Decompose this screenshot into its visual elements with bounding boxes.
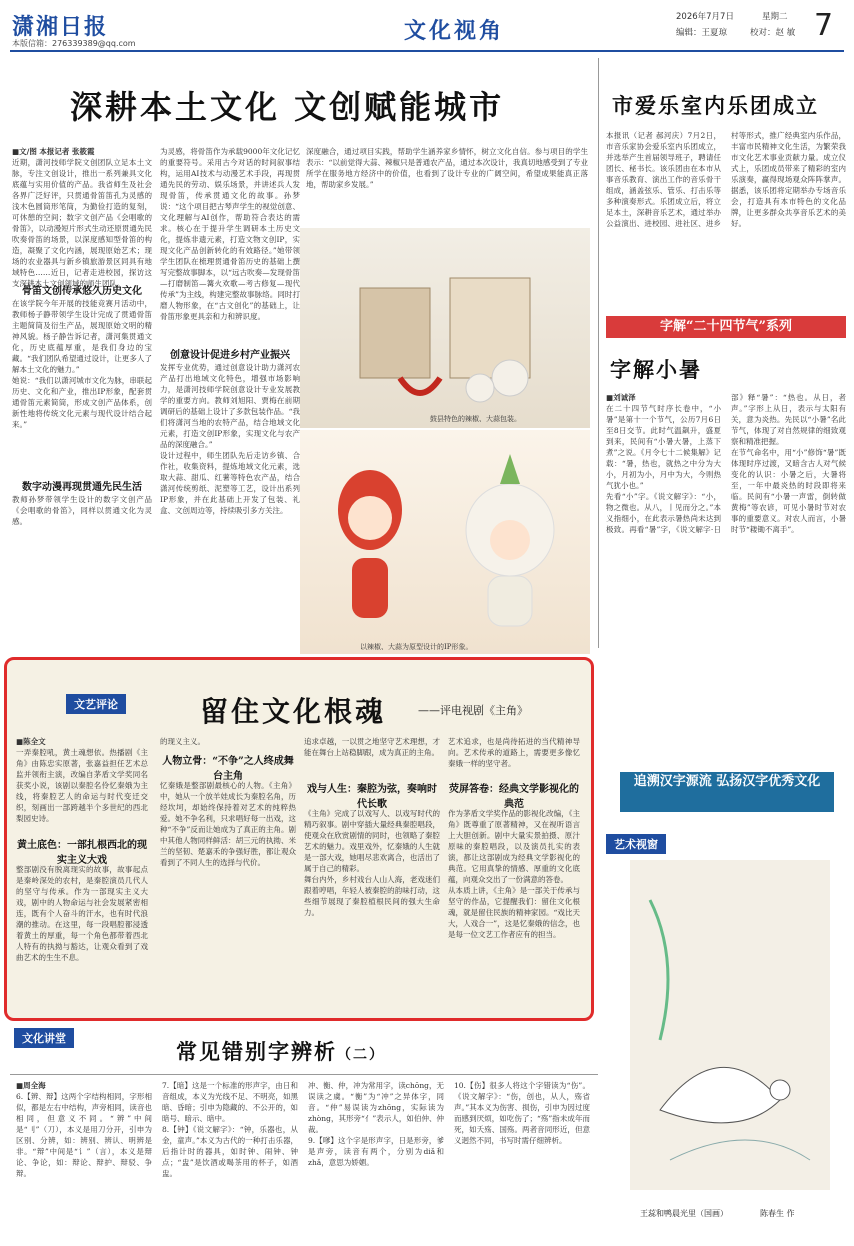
- main-body-col3: 深度融合，通过项目实践，帮助学生涵养家乡情怀，树立文化自信。参与项目的学生表示：“以前觉得大蒜、辣椒只是普通农产品，通过本次设计，我真切地感受到了专业所学在服务地方经济中的价值，也看到了设计专业的广阔空间，希望成果能真正落地，帮助家乡发展。”: [306, 147, 588, 189]
- review-subhead-2: 人物立骨：“不争”之人终成舞台主角: [162, 756, 294, 782]
- errors-col1: ■周全海 6.【辨、辩】这两个字结构相同，字形相似，都是左右中结构，声旁相同，读音也相同，但意义不同。“辨”中间是“刂”（刀），本义是用刀分开，引申为区别、分辨，如：辨别、辨认、明辨是非。“辩”中间是“讠”（言），本义是辩论、争论，如：辩论、辩护、辩驳、争辩。: [16, 1081, 152, 1178]
- errors-headline: 常见错别字辨析（二）: [176, 1039, 385, 1064]
- main-byline: ■文/图 本报记者 张筱霞: [12, 147, 95, 156]
- review-subhead-1: 黄土底色：一部扎根西北的现实主义大戏: [17, 840, 147, 866]
- main-subhead-3: 创意设计促进乡村产业振兴: [170, 350, 290, 361]
- packaging-illustration: [300, 228, 590, 428]
- packaging-photo: [300, 228, 590, 428]
- weekday: 星期二: [762, 12, 788, 22]
- date: 2026年7月7日: [676, 12, 734, 22]
- review-tag: 文艺评论: [66, 694, 126, 714]
- errors-col4: 10.【伤】很多人将这个字错读为“伤”。《说文解字》：“伤，创也，从人，殇省声。”其本义为伤害、损伤，引申为因过度而感到厌烦，如吃伤了；“殇”指未成年而死，如夭殇、国殇。两者音同形近，但意义迥然不同，书写时需仔细辨析。: [454, 1081, 590, 1145]
- geese-painting-illustration: [630, 860, 830, 1190]
- review-subhead-3: 戏与人生：秦腔为弦，奏响时代长歌: [307, 784, 437, 810]
- review-col3b: 《主角》完成了以戏写人、以戏写时代的精巧叙事。剧中穿插大量经典秦腔唱段，使观众在欣赏剧情的同时，也领略了秦腔艺术的魅力。戏里戏外，忆秦娥的人生就是一部大戏，她唱尽悲欢离合，也活出了属于自己的精彩。 舞台内外，乡村戏台人山人海，老戏迷们跟着哼唱，年轻人被秦腔的韵味打动，这些细节展现了秦腔植根民间的强大生命力。: [304, 809, 440, 917]
- review-col1: ■陈全文 一弄秦腔吼，黄土魂想依。热播剧《主角》由陈忠实原著，张嘉益担任艺术总监并领衔主演，改编自茅盾文学奖同名获奖小说，该剧以秦腔名伶忆秦娥为主线，将秦腔艺人的命运与时代变迁交织，刻画出一部跨越半个多世纪的西北梨园史诗。: [16, 737, 148, 823]
- art-author: 陈春生 作: [760, 1209, 795, 1218]
- review-subhead-4: 荧屏答卷：经典文学影视化的典范: [449, 784, 579, 810]
- ip-figures-photo: [300, 430, 590, 654]
- review-col3: 追求卓越，一以贯之地坚守艺术理想，才能在舞台上站稳脚跟，成为真正的主角。: [304, 737, 440, 757]
- errors-col2: 7.【暗】这是一个标准的形声字，由日和音组成，本义为光线不足、不明亮，如黑暗、昏暗；引申为隐藏的、不公开的，如暗号、暗示、暗中。 8.【钟】《说文解字》：“钟，乐器也，从金，童声。”本义为古代的一种打击乐器，后指计时的器具，如时钟、闹钟、钟点；“盅”是饮酒或喝茶用的杯子，如酒盅。: [162, 1081, 298, 1178]
- main-body-col2b: 发挥专业优势，通过创意设计助力潇河农产品打出地域文化特色，增强市场影响力，是潇河技师学院创意设计专业发展教学的重要方向。教师刘旭阳、贾梅在前期调研后的基础上设计了多款包装作品。“我们将潇河当地的农特产品，结合地域文化元素，打造文创IP形象，实现文化与农产品的深度融合。” 设计过程中，师生团队先后走访乡镇、合作社，收集资料，提炼地域文化元素，选取大蒜、甜瓜、红薯等特色农产品，结合潇河传统剪纸、泥塑等工艺，设计出系列IP形象，并在此基础上开发了包装、礼盒、文创周边等，持续吸引多方关注。: [160, 363, 300, 515]
- word-byline: ■刘诚泽: [606, 393, 636, 402]
- ip-figures-illustration: [300, 430, 590, 654]
- header-rule: [10, 50, 844, 52]
- errors-col3: 冲、衡、仲，冲为常用字，读chōng，无误读之虞。“衡”为“冲”之异体字，同音。“仲”易误读为zhōng，实际读为zhòng，其形旁“亻”表示人，如伯仲、仲裁。 9.【嗲】这个字是形声字，日是形旁，爹是声旁，读音有两个，分别为diǎ和zhǎ，意思为娇媚。: [308, 1081, 444, 1167]
- ip-figures-caption: 以辣椒、大蒜为原型设计的IP形象。: [360, 643, 473, 651]
- art-window-tag: 艺术视窗: [606, 834, 666, 854]
- editor: 编辑：王夏琼: [676, 28, 728, 38]
- main-body-col1: ■文/图 本报记者 张筱霞 近期，潇河技师学院文创团队立足本土文脉，专注文创设计，推出一系列兼具文化底蕴与实用价值的产品。我省师生及社会各界广泛好评，只贯通骨笛笛孔为灵感的浅木色圆筒形笔筒，为勤俭打造的复刻，可休憩的空间；数字文创产品《会唱歌的骨笛》，以动漫短片形式生动还原贯通先民吹奏骨笛的场景，以深度感知型骨笛的构造，凝聚了文化内涵，展现原始艺术；现场的农业器具与新乡镇旅游景区同具有地域特色……近日，记者走进校园，探访这支深耕本土文创领域的师生团队。: [12, 147, 152, 288]
- mailbox: 本版信箱：276339389@qq.com: [12, 39, 136, 48]
- errors-rule: [10, 1074, 598, 1075]
- word-headline: 字解小暑: [610, 357, 702, 382]
- page-header: [0, 0, 854, 52]
- review-col4: 艺术追求，也是尚待拓进的当代精神导向。艺术传承的道路上，需要更多像忆秦娥一样的坚守者。: [448, 737, 580, 768]
- main-body-col1b: 在该学院今年开展的技能竞赛月活动中，教师杨子静带领学生设计完成了贯通骨笛主题简筒及衍生产品，展现原始文明的精神风貌。杨子静告诉记者，潇河集贯通文化，历史底蕴厚重，是我们身边的宝藏。“我们团队希望通过设计，让更多人了解本土文化的魅力。” 她说：“我们以潇河城市文化为脉，串联起历史、文化和产业，推出IP形象，配套贯通骨笛元素简筒，形成文创产品体系，创新性地将传统文化元素与现代设计结合起来。”: [12, 299, 152, 429]
- review-col4b: 作为茅盾文学奖作品的影视化改编，《主角》既尊重了原著精神，又在视听语言上大胆创新。剧中大量实景拍摄、原汁原味的秦腔唱段，以及演员扎实的表演，都让这部剧成为经典文学影视化的典范。它用真挚的情感、厚重的文化底蕴，向观众交出了一份满意的答卷。 从本质上讲，《主角》是一部关于传承与坚守的作品，它提醒我们：留住文化根魂，就是留住民族的精神家园。“戏比天大，人戏合一”，这是忆秦娥的信念，也是每一位文艺工作者应有的担当。: [448, 809, 580, 939]
- main-body-col2: 为灵感，将骨笛作为承载9000年文化记忆的重要符号。采用古今对话的时间叙事结构，运用AI技术与动漫艺术手段，再现贯通先民的劳动、娱乐场景，并讲述兵人发现骨笛，传承贯通文化的故事。孙梦说：“这个项目把古琴声学生的视觉创意、文化理解与AI创作，帮助符合表达的需求。核心在于提升学生调研本土历史文化，提炼非遗元素，打造文物文创IP，实现文化产品创新转化的有效路径。”她带领学生团队在梳理贯通骨笛历史的基础上撰写完整故事脚本，以“远古吹奏—发现骨笛—打磨制笛—篝火欢歌—考古修复—现代传承”为主线，构建完整故事脉络。同时打磨人物形象，在“古文创化”的基础上，让骨笛形象更具亲和力和辨识度。: [160, 147, 300, 321]
- right-headline: 市爱乐室内乐团成立: [612, 93, 819, 118]
- review-col1b: 整部剧没有脱离现实的故事，故事起点是秦岭深处的农村，是秦腔演员几代人的坚守与传承。作为一部现实主义大戏，剧中的人物命运与社会发展紧密相连，既有个人奋斗的汗水，也有时代浪潮的推动。在这里，每一段唱腔都浸透着黄土的厚重，每一个角色都带着西北人特有的执拗与豁达，让观众看到了戏曲艺术的生生不息。: [16, 865, 148, 962]
- right-news-body: 本报讯（记者 郝河庆）7月2日，市音乐家协会爱乐室内乐团成立，并选举产生首届领导班子，聘请任团长、秘书长。该乐团由在本市从事音乐教育、演出工作的音乐骨干组成，涵盖弦乐、管乐、打击乐等多种演奏形式。乐团成立后，将立足本土，深耕音乐艺术，通过举办公益演出、进校园、进社区、进乡村等形式，推广经典室内乐作品，丰富市民精神文化生活，为繁荣我市文化艺术事业贡献力量。成立仪式上，乐团成员带来了精彩的室内乐演奏，赢得现场观众阵阵掌声。据悉，该乐团将定期举办专场音乐会，打造具有本市特色的文化品牌，让更多群众共享音乐艺术的美好。: [606, 131, 846, 228]
- review-headline: 留住文化根魂: [200, 695, 387, 728]
- word-body: ■刘诚泽 在二十四节气时序长卷中，“小暑”是第十一个节气，公历7月6日至8日交节。此时气温飙升，盛夏到来，民间有“小暑大暑，上蒸下煮”之说。《月令七十二候集解》记载：“暑，热也，就热之中分为大小，月初为小，月中为大，今则热气犹小也。” 先看“小”字。《说文解字》：“小，物之微也。从八，丨见而分之。”本义指细小，在此表示暑热尚未达到极致。再看“暑”字，《说文解字·日部》释“暑”：“热也。从日，者声。”字形上从日，表示与太阳有关，意为炎热。先民以“小暑”名此节气，体现了对自然规律的细致观察和精准把握。 在节气命名中，用“小”修饰“暑”既体现时序过渡，又暗含古人对气候变化的认识：小暑之后，大暑将至，一年中最炎热的时段即将来临。民间有“小暑一声雷，倒转做黄梅”等农谚，可见小暑时节对农事的重要意义。对农人而言，小暑时节“耧锄不离手”。: [606, 393, 846, 534]
- newspaper-logo: 潇湘日报: [12, 14, 109, 40]
- proofreader: 校对：赵 敏: [750, 28, 796, 38]
- main-subhead-2: 数字动漫再现贯通先民生活: [22, 482, 142, 493]
- review-col2: 的现义主义。: [160, 737, 205, 746]
- main-headline: 深耕本土文化 文创赋能城市: [70, 88, 505, 126]
- review-col2b: 忆秦娥是整部剧最核心的人物。《主角》中，她从一个放羊娃成长为秦腔名角，历经坎坷，却始终保持着对艺术的纯粹热爱。她不争名利，只求唱好每一出戏，这种“不争”反而让她成为了真正的主角。剧中其他人物同样鲜活：胡三元的执拗、米兰的坚韧、楚嘉禾的争强好胜，都让观众看到了不同人生的选择与代价。: [160, 781, 296, 867]
- lecture-tag: 文化讲堂: [14, 1028, 74, 1048]
- review-subtitle: ——评电视剧《主角》: [418, 704, 528, 717]
- section-title: 文化视角: [404, 18, 505, 44]
- main-body-col1d: 教师孙梦带领学生设计的数字文创产品《会唱歌的骨笛》，同样以贯通文化为灵感。: [12, 495, 152, 526]
- column-divider: [598, 58, 599, 648]
- main-subhead-1: 骨笛文创传承悠久历史文化: [22, 286, 142, 297]
- art-caption: 王蕊和鸭晨光里（国画）: [640, 1209, 728, 1218]
- page-number: 7: [814, 8, 834, 43]
- packaging-caption: 鼓县特色的辣椒、大蒜包装。: [430, 415, 521, 423]
- series-banner: 字解“二十四节气”系列: [606, 316, 846, 338]
- chinese-character-banner: 追溯汉字源流 弘扬汉字优秀文化: [620, 772, 834, 812]
- art-painting: [630, 860, 830, 1190]
